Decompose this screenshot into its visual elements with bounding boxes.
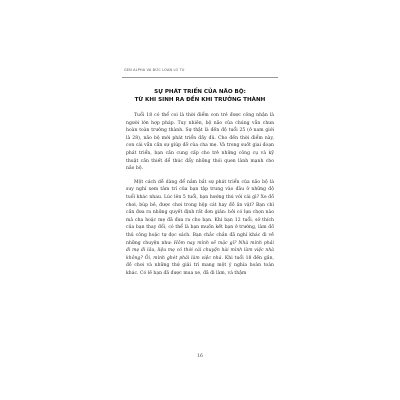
- running-header: [122, 68, 278, 78]
- page-number: 16: [197, 354, 203, 359]
- paragraph-2-italic: Hôm nay mình sẽ mặc gì? Nhà mình phải đi mẹ đi lâu, liệu mẹ có thời cái chuyện hài mình làm việc nhà không? Ôi, mình ghét phải làm việc nhà.: [126, 240, 275, 261]
- chapter-title: [108, 88, 292, 104]
- paragraph-2-start: Một cách dễ dàng để nắm bắt sự phát triển của não bộ là suy nghĩ xem tâm trí của bạn tập trung vào đâu ở những độ tuổi khác nhau. Lúc lên 5 tuổi, bạn hướng thú với cái gì? Xe đồ chơi, búp bê, được chơi trong hộp cát hay đồ ăn vặt? Bạn chỉ cần đưa ra những quyết định rất đơn giản: bởi có lựa chọn nào mà cha hoặc mẹ đã đưa ra cho bạn. Khi bạn 12 tuổi, sở thích của bạn thay đổi, có thể là bạn muốn kết bạn ở trường, làm đồ thủ công hoặc tự đọc sách. Bạn chắc chắn đã nghĩ khác đi về những chuyện như:: [126, 179, 274, 246]
- body-text: [126, 112, 274, 283]
- paragraph-2-end: Khi tuổi 18 đến gần, đồ chơi và những thứ giải trí mang một ý nghĩa hoàn toàn khác. Có lẽ bạn đã được mua xe, đã đi làm, và thậm: [126, 255, 275, 276]
- chapter-title-line-2: TỪ KHI SINH RA ĐẾN KHI TRƯỞNG THÀNH: [134, 97, 266, 103]
- chapter-title-line-1: SỰ PHÁT TRIỂN CỦA NÃO BỘ:: [154, 89, 246, 95]
- paragraph-2: [126, 179, 274, 278]
- paragraph-1: Tuổi 18 có thể coi là thời điểm con trẻ được công nhận là người lớn hợp pháp. Tuy nhiên, bộ não của chúng vẫn chưa hoàn toàn trưởng thành. Sự thật là đến độ tuổi 25 (ở nam giới là 28), não bộ mới phát triển đầy đủ. Cho đến thời điểm này, con cái vẫn cần sự giúp đỡ của cha mẹ. Và trong suốt giai đoạn phát triển, bạn cần cung cấp cho trẻ những công cụ và kỹ thuật cần thiết để thúc đẩy những thói quen lành mạnh cho não bộ.: [126, 113, 274, 172]
- book-page: [108, 58, 292, 374]
- running-title: GEN ALPHA VÀ BỨC LOAN LO TU: [124, 68, 185, 72]
